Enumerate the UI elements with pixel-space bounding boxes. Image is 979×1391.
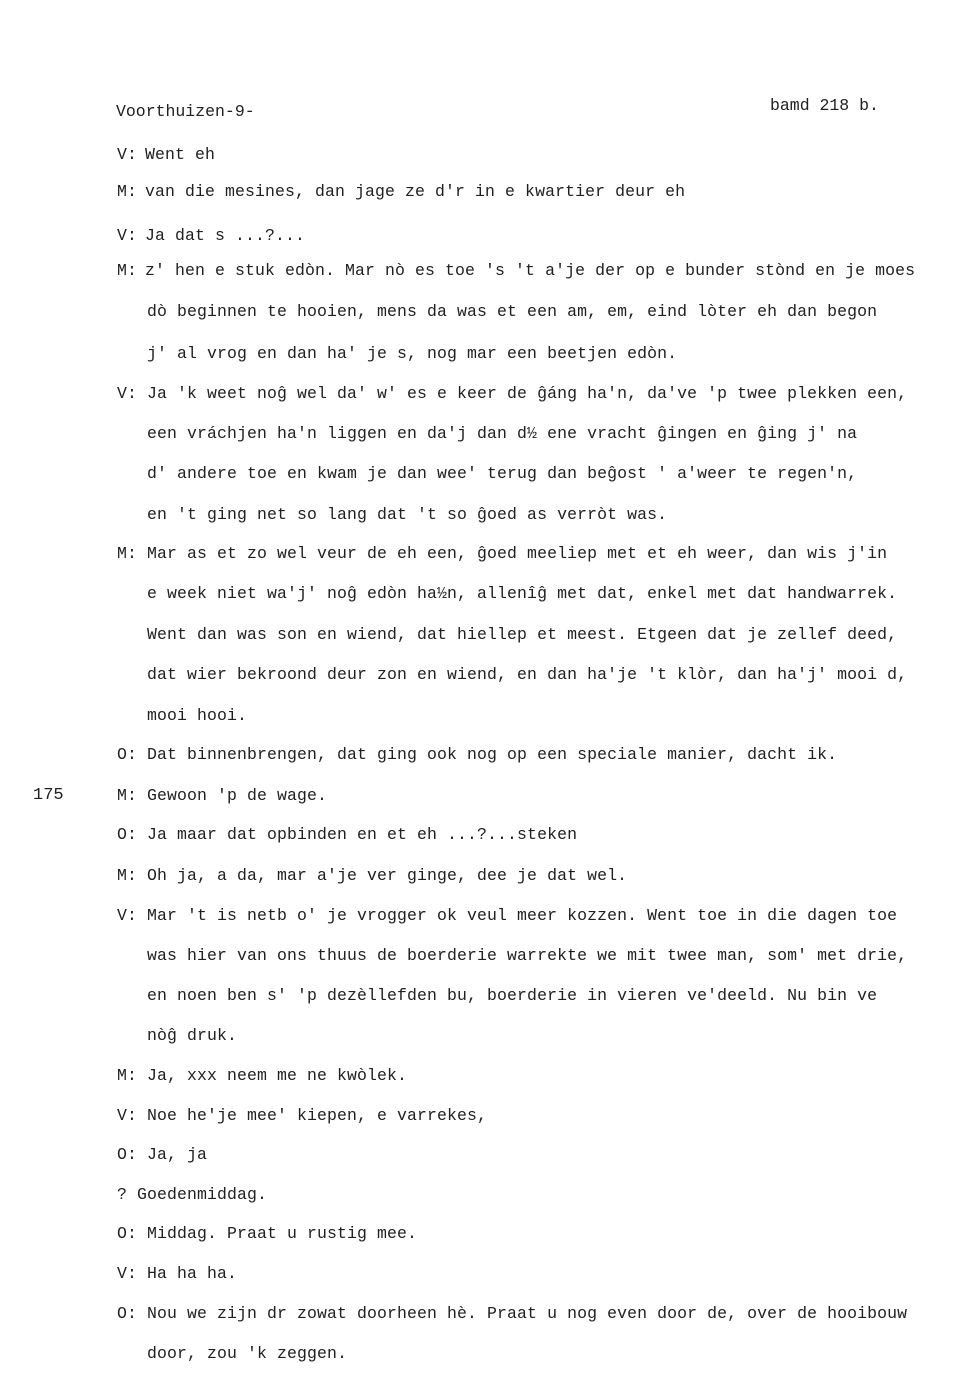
line-text: Noe he'je mee' kiepen, e varrekes, xyxy=(147,1106,488,1125)
speaker-label: O: xyxy=(117,1224,138,1243)
speaker-label: O: xyxy=(117,1145,138,1164)
line-text: mooi hooi. xyxy=(147,706,248,725)
speaker-label: O: xyxy=(117,745,138,764)
speaker-label: M: xyxy=(117,1066,138,1085)
speaker-label: V: xyxy=(117,1264,138,1283)
line-text: en noen ben s' 'p dezèllefden bu, boerderie in vieren ve'deeld. Nu bin ve xyxy=(147,986,878,1005)
line-text: van die mesines, dan jage ze d'r in e kwartier deur eh xyxy=(145,182,686,201)
line-text: Gewoon 'p de wage. xyxy=(147,786,328,805)
header-tape-number: bamd 218 b. xyxy=(770,96,879,115)
line-text: Mar 't is netb o' je vrogger ok veul meer kozzen. Went toe in die dagen toe xyxy=(147,906,898,925)
line-text: Mar as et zo wel veur de eh een, ĝoed meeliep met et eh weer, dan wis j'in xyxy=(147,544,888,563)
line-text: Oh ja, a da, mar a'je ver ginge, dee je dat wel. xyxy=(147,866,628,885)
speaker-label: M: xyxy=(117,786,138,805)
line-text: Ja, ja xyxy=(147,1145,208,1164)
speaker-label: M: xyxy=(117,866,138,885)
speaker-label: ? xyxy=(117,1185,128,1204)
line-text: nòĝ druk. xyxy=(147,1026,238,1045)
line-text: Dat binnenbrengen, dat ging ook nog op een speciale manier, dacht ik. xyxy=(147,745,838,764)
line-text: Ja maar dat opbinden en et eh ...?...steken xyxy=(147,825,578,844)
line-text: j' al vrog en dan ha' je s, nog mar een beetjen edòn. xyxy=(147,344,678,363)
line-text: Goedenmiddag. xyxy=(137,1185,268,1204)
header-location: Voorthuizen-9- xyxy=(116,102,255,121)
speaker-label: V: xyxy=(117,226,138,245)
line-text: dat wier bekroond deur zon en wiend, en dan ha'je 't klòr, dan ha'j' mooi d, xyxy=(147,665,908,684)
margin-number: 175 xyxy=(33,786,64,805)
speaker-label: V: xyxy=(117,145,138,164)
speaker-label: O: xyxy=(117,1304,138,1323)
line-text: dò beginnen te hooien, mens da was et een am, em, eind lòter eh dan begon xyxy=(147,302,878,321)
line-text: e week niet wa'j' noĝ edòn ha½n, allenîĝ met dat, enkel met dat handwarrek. xyxy=(147,584,898,603)
speaker-label: M: xyxy=(117,182,138,201)
line-text: d' andere toe en kwam je dan wee' terug dan beĝost ' a'weer te regen'n, xyxy=(147,464,858,483)
line-text: Ja dat s ...?... xyxy=(145,226,306,245)
speaker-label: O: xyxy=(117,825,138,844)
line-text: Went dan was son en wiend, dat hiellep et meest. Etgeen dat je zellef deed, xyxy=(147,625,898,644)
line-text: door, zou 'k zeggen. xyxy=(147,1344,348,1363)
line-text: Ja, xxx neem me ne kwòlek. xyxy=(147,1066,408,1085)
speaker-label: V: xyxy=(117,906,138,925)
speaker-label: V: xyxy=(117,1106,138,1125)
line-text: Ha ha ha. xyxy=(147,1264,238,1283)
line-text: en 't ging net so lang dat 't so ĝoed as verròt was. xyxy=(147,505,668,524)
line-text: Went eh xyxy=(145,145,216,164)
speaker-label: V: xyxy=(117,384,138,403)
speaker-label: M: xyxy=(117,544,138,563)
line-text: was hier van ons thuus de boerderie warrekte we mit twee man, som' met drie, xyxy=(147,946,908,965)
line-text: Ja 'k weet noĝ wel da' w' es e keer de ĝáng ha'n, da've 'p twee plekken een, xyxy=(147,384,908,403)
line-text: een vráchjen ha'n liggen en da'j dan d½ ene vracht ĝingen en ĝing j' na xyxy=(147,424,858,443)
speaker-label: M: xyxy=(117,261,138,280)
line-text: Middag. Praat u rustig mee. xyxy=(147,1224,418,1243)
line-text: z' hen e stuk edòn. Mar nò es toe 's 't a'je der op e bunder stònd en je moes xyxy=(145,261,916,280)
line-text: Nou we zijn dr zowat doorheen hè. Praat u nog even door de, over de hooibouw xyxy=(147,1304,908,1323)
